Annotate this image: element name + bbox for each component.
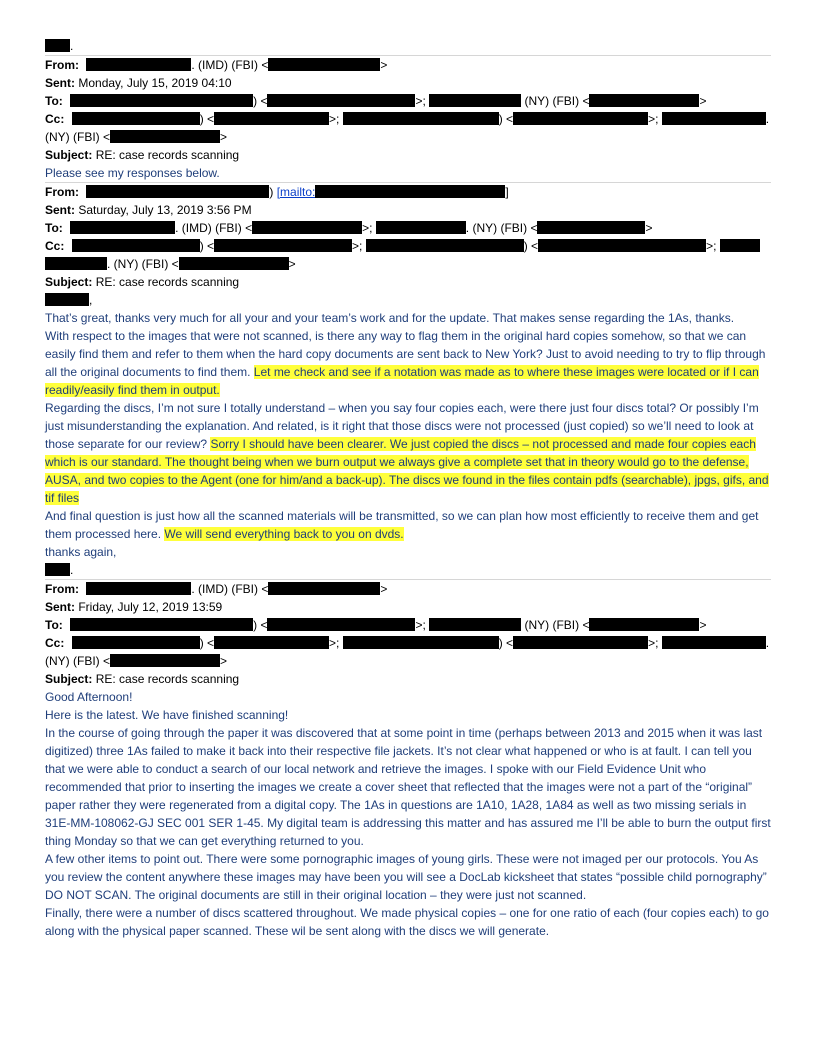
subject-line (45, 146, 771, 164)
paragraph: That’s great, thanks very much for all your and your team’s work and for the update. That makes sense regarding the 1As, thanks. (45, 311, 735, 325)
cc-line-continued: (NY) (FBI) < > (45, 654, 228, 668)
redaction-box (110, 654, 220, 667)
redaction-box (45, 257, 107, 270)
from-line: From: . (IMD) (FBI) < > (45, 582, 388, 596)
subject-value: RE: case records scanning (95, 275, 240, 289)
from-line: From: ) [mailto: ] (45, 185, 509, 199)
redaction-box (110, 130, 220, 143)
sent-label: Sent: (45, 203, 75, 217)
paragraph: And final question is just how all the scanned materials will be transmitted, so we can plan how most efficiently to receive them and get them processed here. We will send everything back to you on dvds. (45, 509, 759, 541)
redaction-box (589, 618, 699, 631)
redaction-box (214, 112, 329, 125)
from-label: From: (45, 58, 79, 72)
sent-value: Saturday, July 13, 2019 3:56 PM (78, 203, 252, 217)
redaction-box (429, 94, 521, 107)
to-label: To: (45, 221, 63, 235)
sent-line (45, 74, 771, 92)
highlighted-response: We will send everything back to you on dvds. (164, 527, 404, 541)
cc-label: Cc: (45, 239, 65, 253)
redaction-box (662, 636, 766, 649)
redaction-box (267, 618, 415, 631)
redaction-box (72, 112, 200, 125)
subject-line (45, 273, 771, 291)
paragraph: In the course of going through the paper it was discovered that at some point in time (perhaps between 2013 and 2015 when it was last digitized) three 1As failed to make it back into their respective file jackets. It’s not clear what happened or who is at fault. I can tell you that we were able to conduct a search of our local network and retrieve the images. I spoke with our Field Evidence Unit who recommended that prior to inserting the images we create a cover sheet that reflected that the images were not a part of the “original” paper rather they were regenerated from a digital copy. The 1As in questions are 1A10, 1A28, 1A84 as well as two missing serials in 31E-MM-108062-GJ SEC 001 SER 1-45. My digital team is addressing this matter and has assured me I’ll be able to burn the output first thing Monday so that we can get everything returned to you. (45, 726, 771, 848)
redaction-box (252, 221, 362, 234)
sent-label: Sent: (45, 600, 75, 614)
sent-value: Monday, July 15, 2019 04:10 (78, 76, 232, 90)
redaction-box (267, 94, 415, 107)
from-line: From: . (IMD) (FBI) < > (45, 58, 388, 72)
redaction-box (45, 39, 70, 52)
subject-label: Subject: (45, 275, 93, 289)
closing: thanks again, (45, 545, 117, 559)
highlighted-response: Sorry I should have been clearer. We just copied the discs – not processed and made four copies each which is our standard. The thought being when we burn output we always give a complete set that in theory would go to the defense, AUSA, and two copies to the Agent (one for him/and a back-up). The discs we found in the files contain pdfs (searchable), jpgs, gifs, and tif files (45, 437, 769, 505)
subject-value: RE: case records scanning (95, 148, 240, 162)
cc-line-continued: (NY) (FBI) < > (45, 130, 228, 144)
cc-line: Cc: ) < >; ) < >; . (45, 636, 770, 650)
redaction-box (589, 94, 699, 107)
greeting-line: , (45, 291, 771, 309)
email-body: Please see my responses below. (45, 166, 220, 180)
redaction-box (538, 239, 706, 252)
paragraph: Here is the latest. We have finished scanning! (45, 708, 289, 722)
paragraph: Finally, there were a number of discs scattered throughout. We made physical copies – one for one ratio of each (four copies each) to go along with the physical paper scanned. These wil be sent along with the discs we will generate. (45, 906, 769, 938)
redaction-box (45, 563, 70, 576)
redaction-box (343, 112, 499, 125)
subject-value: RE: case records scanning (95, 672, 240, 686)
signature-line: . (45, 561, 771, 579)
redaction-box (315, 185, 505, 198)
redaction-box (429, 618, 521, 631)
subject-label: Subject: (45, 148, 93, 162)
to-line: To: ) < >; (NY) (FBI) < > (45, 94, 707, 108)
highlighted-response: Let me check and see if a notation was made as to where these images were located or if I can readily/easily find them in output. (45, 365, 759, 397)
redaction-box (45, 293, 89, 306)
subject-line (45, 670, 771, 688)
redaction-box (214, 636, 329, 649)
from-label: From: (45, 582, 79, 596)
redaction-box (513, 112, 648, 125)
mailto-link[interactable]: [mailto: (276, 185, 316, 199)
cc-label: Cc: (45, 112, 65, 126)
to-label: To: (45, 94, 63, 108)
redaction-box (537, 221, 645, 234)
redaction-box (366, 239, 524, 252)
paragraph: With respect to the images that were not scanned, is there any way to flag them in the original hard copies somehow, so that we can easily find them and refer to them when the hard copy documents are sent back to New York? Just to avoid needing to try to flip through all the original documents to find them. Let me check and see if a notation was made as to where these images were located or if I can readily/easily find them in output. (45, 329, 766, 397)
sent-line (45, 598, 771, 616)
redaction-box (70, 221, 175, 234)
redaction-box (70, 618, 253, 631)
greeting: Good Afternoon! (45, 690, 133, 704)
redaction-box (86, 185, 269, 198)
document-page (45, 37, 771, 940)
redaction-box (86, 582, 191, 595)
redaction-box (268, 58, 380, 71)
signature-line: . (45, 37, 771, 55)
redaction-box (214, 239, 352, 252)
from-label: From: (45, 185, 79, 199)
sent-value: Friday, July 12, 2019 13:59 (78, 600, 223, 614)
paragraph: A few other items to point out. There were some pornographic images of young girls. These were not imaged per our protocols. You As you review the content anywhere these images may have been you will see a DocLab kicksheet that states “possible child pornography” DO NOT SCAN. The original documents are still in their original location – they were just not scanned. (45, 852, 767, 902)
redaction-box (72, 239, 200, 252)
paragraph: Regarding the discs, I’m not sure I totally understand – when you say four copies each, were there just four discs total? Or possibly I’m just misunderstanding the explanation. And related, is it right that those discs were not processed (just copied) so we’ll need to look at those separate for our review? Sorry I should have been clearer. We just copied the discs – not processed and made four copies each which is our standard. The thought being when we burn output we always give a complete set that in theory would go to the defense, AUSA, and two copies to the Agent (one for him/and a back-up). The discs we found in the files contain pdfs (searchable), jpgs, gifs, and tif files (45, 401, 769, 505)
sent-label: Sent: (45, 76, 75, 90)
redaction-box (720, 239, 760, 252)
sent-line (45, 201, 771, 219)
redaction-box (268, 582, 380, 595)
to-line: To: . (IMD) (FBI) < >; . (NY) (FBI) < > (45, 221, 653, 235)
redaction-box (72, 636, 200, 649)
redaction-box (662, 112, 766, 125)
subject-label: Subject: (45, 672, 93, 686)
to-line: To: ) < >; (NY) (FBI) < > (45, 618, 707, 632)
redaction-box (376, 221, 466, 234)
redaction-box (513, 636, 648, 649)
cc-line: Cc: ) < >; ) < >; . (45, 112, 770, 126)
cc-line-continued: . (NY) (FBI) < > (45, 255, 771, 273)
redaction-box (86, 58, 191, 71)
cc-line: Cc: ) < >; ) < >; (45, 237, 771, 255)
cc-label: Cc: (45, 636, 65, 650)
redaction-box (70, 94, 253, 107)
redaction-box (179, 257, 289, 270)
redaction-box (343, 636, 499, 649)
to-label: To: (45, 618, 63, 632)
